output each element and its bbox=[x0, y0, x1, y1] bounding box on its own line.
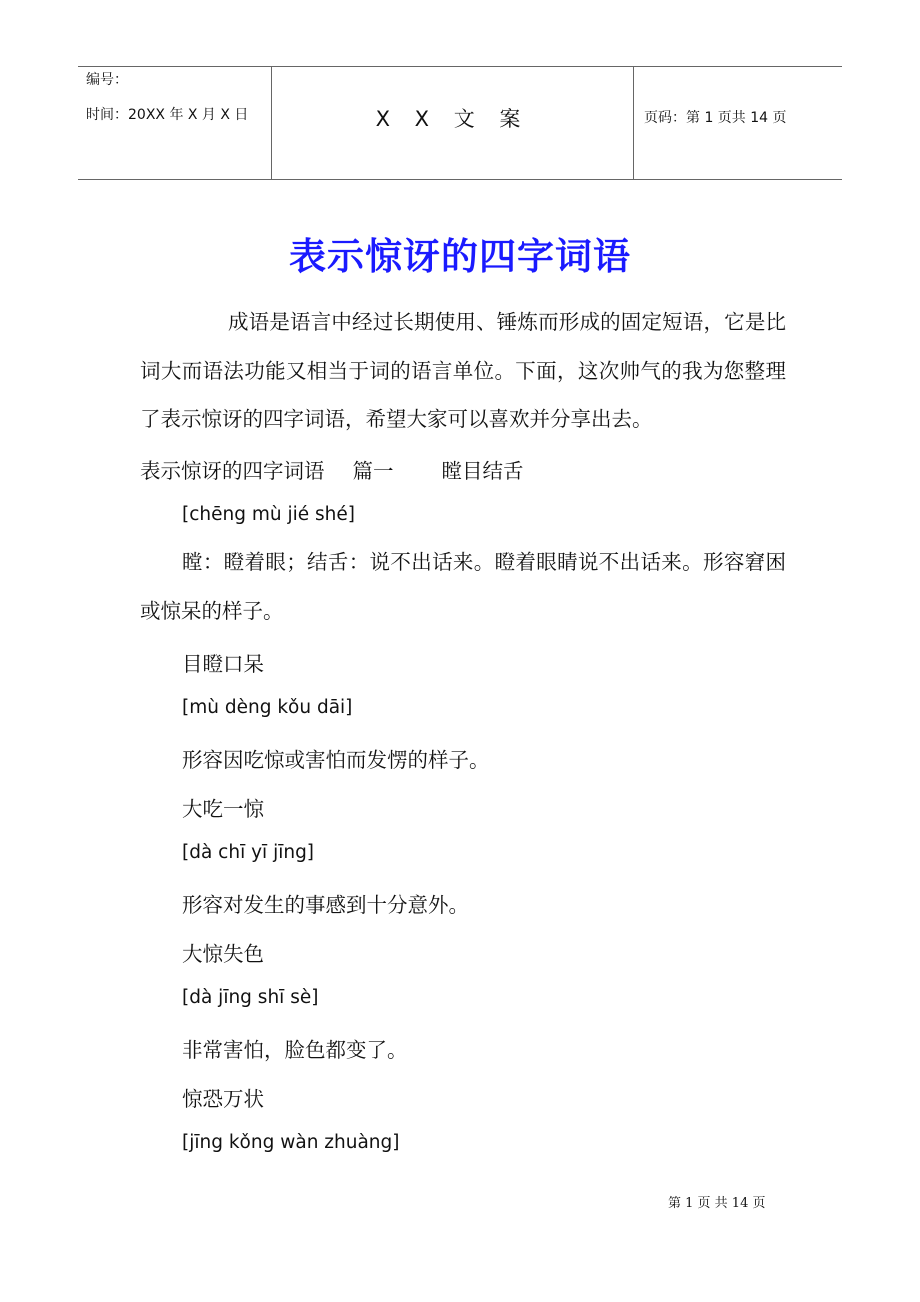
header-middle-cell bbox=[272, 67, 634, 179]
header-left-cell bbox=[78, 67, 272, 179]
header-page-label: 页码：第 1 页共 14 页 bbox=[644, 110, 787, 126]
header-right-cell bbox=[634, 67, 842, 179]
section-heading bbox=[140, 454, 524, 484]
entry-word: 大惊失色 bbox=[182, 942, 264, 966]
section-heading-text: 表示惊讶的四字词语 bbox=[140, 459, 325, 483]
entry-meaning: 形容因吃惊或害怕而发愣的样子。 bbox=[182, 748, 490, 772]
entry-word: 目瞪口呆 bbox=[182, 652, 264, 676]
entry-word: 瞠目结舌 bbox=[441, 459, 524, 483]
entry-meaning: 形容对发生的事感到十分意外。 bbox=[182, 893, 469, 917]
entry-word: 大吃一惊 bbox=[182, 797, 264, 821]
entry-word: 惊恐万状 bbox=[182, 1087, 264, 1111]
document-number-label: 编号： bbox=[86, 72, 128, 88]
entry-pinyin: [jīng kǒng wàn zhuàng] bbox=[182, 1132, 400, 1153]
document-time-label: 时间：20XX 年 X 月 X 日 bbox=[86, 107, 249, 123]
entry-pinyin: [dà chī yī jīng] bbox=[182, 842, 315, 863]
section-part: 篇一 bbox=[352, 459, 394, 483]
header-brand: X X 文 案 bbox=[375, 107, 530, 131]
entry-pinyin: [mù dèng kǒu dāi] bbox=[182, 697, 353, 718]
entry-meaning: 瞠：瞪着眼；结舌：说不出话来。瞪着眼睛说不出话来。形容窘困或惊呆的样子。 bbox=[140, 550, 786, 623]
entry-meaning: 非常害怕，脸色都变了。 bbox=[182, 1038, 408, 1062]
entry-pinyin: [dà jīng shī sè] bbox=[182, 987, 319, 1008]
intro-paragraph: 成语是语言中经过长期使用、锤炼而形成的固定短语，它是比词大而语法功能又相当于词的语言单位。下面，这次帅气的我为您整理了表示惊讶的四字词语，希望大家可以喜欢并分享出去。 bbox=[140, 310, 786, 431]
document-title: 表示惊讶的四字词语 bbox=[289, 234, 631, 278]
header-table bbox=[78, 66, 842, 180]
page-footer: 第 1 页 共 14 页 bbox=[668, 1196, 766, 1211]
entry-pinyin: [chēng mù jié shé] bbox=[182, 504, 355, 525]
